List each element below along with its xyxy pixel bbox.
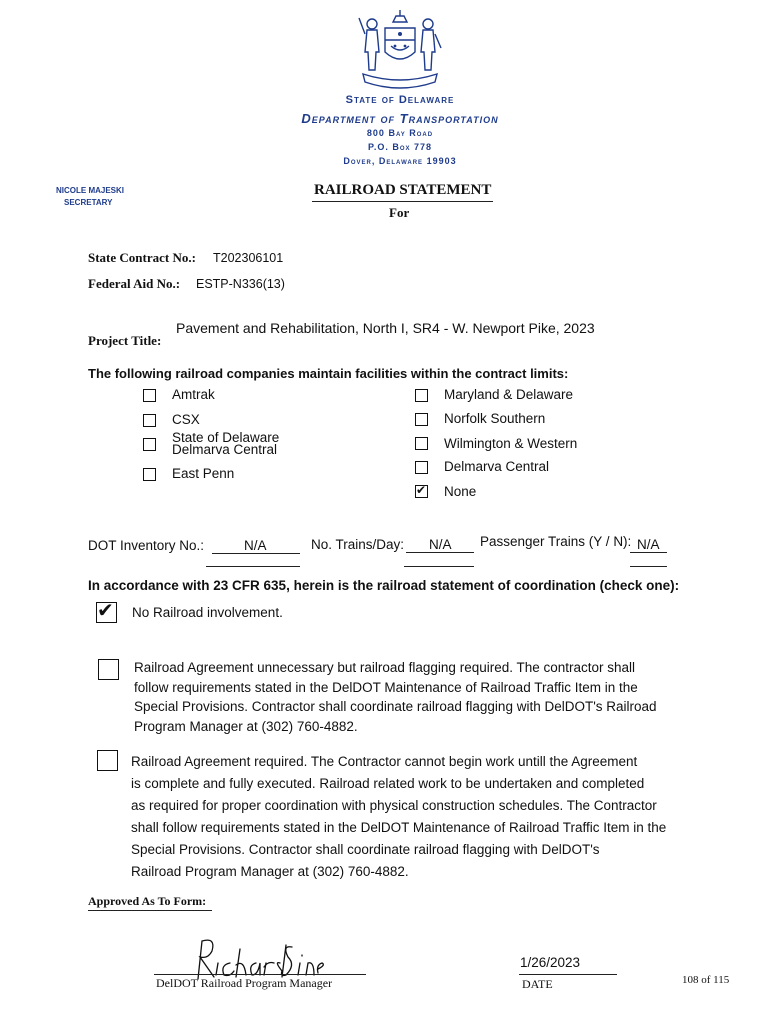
- federal-aid-label: Federal Aid No.:: [88, 276, 181, 291]
- passenger-trains-value: N/A: [637, 537, 660, 552]
- railroad-checkbox[interactable]: [143, 438, 156, 451]
- railroad-checkbox[interactable]: [415, 437, 428, 450]
- statement-subtitle: For: [389, 205, 410, 220]
- dot-inventory-underline: [212, 553, 300, 554]
- signature-line: [154, 974, 366, 975]
- secretary-title: SECRETARY: [64, 198, 113, 207]
- trains-per-day-value: N/A: [429, 537, 452, 552]
- letterhead-state: State of Delaware: [345, 94, 455, 106]
- checkmark-icon: ✔: [416, 483, 427, 497]
- railroad-checkbox[interactable]: [415, 461, 428, 474]
- project-title-label: Project Title:: [88, 333, 162, 348]
- trains-per-day-underline-lower: [404, 566, 474, 567]
- railroad-checkbox[interactable]: [143, 389, 156, 402]
- federal-aid-value: ESTP-N336(13): [196, 277, 285, 291]
- dot-inventory-underline-lower: [206, 566, 300, 567]
- letterhead-department: Department of Transportation: [301, 111, 499, 126]
- railroad-label: Norfolk Southern: [444, 411, 546, 426]
- passenger-trains-label: Passenger Trains (Y / N):: [480, 534, 632, 549]
- coordination-option-text: Railroad Agreement unnecessary but railroad flagging required. The contractor shall follow requirements stated in the DelDOT Maintenance of Railroad Traffic Item in the Special Provisions. Contractor shall coordinate railroad flagging with DelDOT's Railroad Program Manager at (302) 760-4882.: [134, 660, 657, 734]
- statement-title: RAILROAD STATEMENT: [314, 182, 492, 198]
- coordination-checkbox[interactable]: [98, 659, 119, 680]
- coordination-heading: In accordance with 23 CFR 635, herein is the railroad statement of coordination (check one):: [88, 578, 680, 593]
- letterhead-address-line3: Dover, Delaware 19903: [343, 156, 457, 166]
- trains-per-day-label: No. Trains/Day:: [311, 537, 405, 552]
- date-line: [519, 974, 617, 975]
- railroad-checkbox[interactable]: [415, 413, 428, 426]
- railroad-checkbox[interactable]: [143, 468, 156, 481]
- railroad-label: East Penn: [172, 466, 235, 481]
- dot-inventory-value: N/A: [244, 538, 267, 553]
- coordination-checkbox[interactable]: [97, 750, 118, 771]
- railroad-label: CSX: [172, 412, 200, 427]
- page-number: 108 of 115: [682, 974, 730, 986]
- checkmark-icon: ✔: [97, 598, 114, 622]
- railroad-label: Wilmington & Western: [444, 436, 578, 451]
- railroad-checkbox[interactable]: [415, 389, 428, 402]
- railroad-label: Maryland & Delaware: [444, 387, 574, 402]
- railroad-label: Amtrak: [172, 387, 215, 402]
- coordination-option-text: No Railroad involvement.: [132, 605, 283, 620]
- railroad-label: None: [444, 484, 477, 499]
- state-contract-label: State Contract No.:: [88, 250, 196, 265]
- passenger-trains-underline: [630, 552, 667, 553]
- dot-inventory-label: DOT Inventory No.:: [88, 538, 205, 553]
- railroads-heading: The following railroad companies maintain facilities within the contract limits:: [88, 366, 569, 381]
- trains-per-day-underline: [406, 552, 474, 553]
- letterhead-address-line1: 800 Bay Road: [366, 128, 434, 138]
- delaware-state-seal-icon: [355, 8, 445, 94]
- railroad-label: Delmarva Central: [444, 459, 550, 474]
- approved-as-to-form-label: Approved As To Form:: [88, 894, 207, 908]
- letterhead-address-line2: P.O. Box 778: [367, 142, 433, 152]
- title-underline: [312, 201, 493, 202]
- approved-label-underline: [88, 910, 212, 911]
- secretary-name: NICOLE MAJESKI: [56, 186, 125, 195]
- date-label: DATE: [522, 977, 553, 991]
- date-value: 1/26/2023: [520, 955, 581, 970]
- coordination-option-text: Railroad Agreement required. The Contractor cannot begin work untill the Agreement is complete and fully executed. Railroad related work to be undertaken and completed as required for proper coordination with physical construction schedules. The Contractor shall follow requirements stated in the DelDOT Maintenance of Railroad Traffic Item in the Special Provisions. Contractor shall coordinate railroad flagging with DelDOT's Railroad Program Manager at (302) 760-4882.: [131, 754, 667, 879]
- state-contract-value: T202306101: [213, 251, 284, 265]
- signer-title: DelDOT Railroad Program Manager: [156, 976, 333, 990]
- passenger-trains-underline-lower: [630, 566, 667, 567]
- railroad-label: State of Delaware Delmarva Central: [172, 430, 280, 457]
- project-title-value: Pavement and Rehabilitation, North I, SR4 - W. Newport Pike, 2023: [176, 320, 595, 336]
- railroad-checkbox[interactable]: [143, 414, 156, 427]
